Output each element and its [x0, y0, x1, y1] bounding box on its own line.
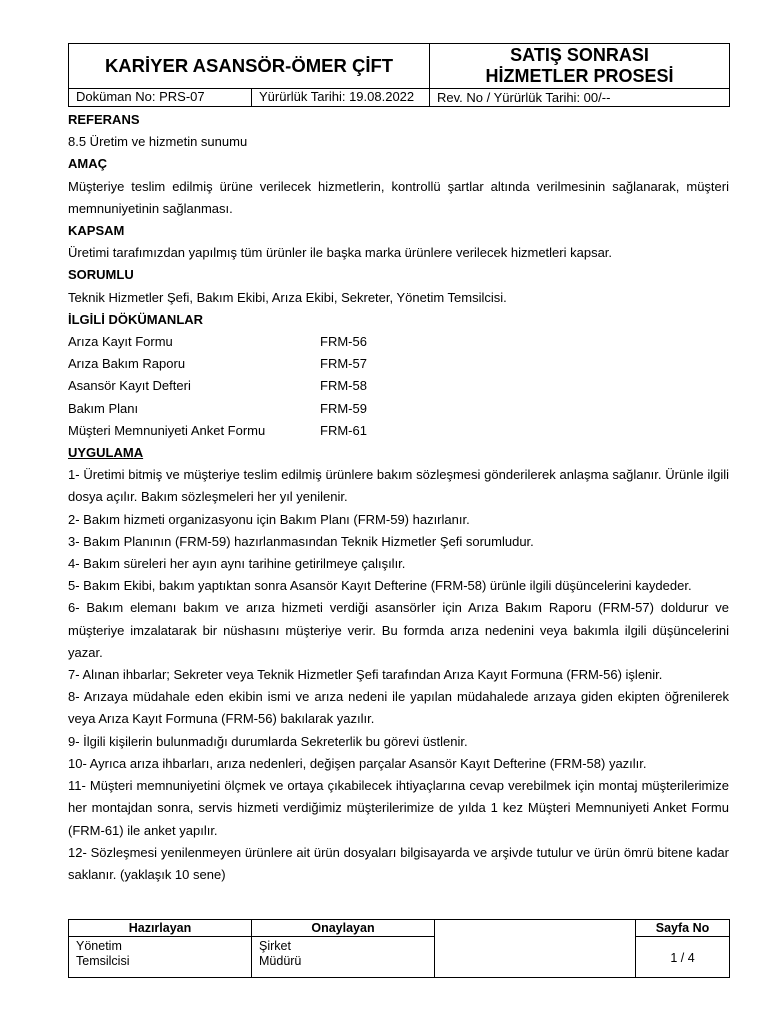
- approved-label: Onaylayan: [252, 920, 435, 937]
- meta-left: [69, 89, 430, 107]
- approved-by-line1: Şirket: [259, 939, 291, 953]
- effective-date: Yürürlük Tarihi: 19.08.2022: [259, 89, 415, 104]
- procedure-item-7: 7- Alınan ihbarlar; Sekreter veya Teknik Hizmetler Şefi tarafından Arıza Kayıt Formuna (FRM-56) işlenir.: [68, 667, 663, 683]
- approved-by-line2: Müdürü: [259, 954, 302, 968]
- document-body: [68, 109, 729, 886]
- prepared-label: Hazırlayan: [69, 920, 252, 937]
- procedure-item-6: 6- Bakım elemanı bakım ve arıza hizmeti verdiği asansörler için Arıza Bakım Raporu (FRM-57) doldurur ve müşteriye imzalatarak bir nüshasını müşteriye verir. Bu formda arıza nedenini veya bakımla ilgili düşüncelerini yazar.: [68, 600, 729, 660]
- procedure-item-9: 9- İlgili kişilerin bulunmadığı durumlarda Sekreterlik bu görevi üstlenir.: [68, 733, 468, 749]
- doc-code: FRM-56: [320, 334, 367, 350]
- sorumlu-text: Teknik Hizmetler Şefi, Bakım Ekibi, Arıza Ekibi, Sekreter, Yönetim Temsilcisi.: [68, 289, 507, 305]
- procedure-item-10: 10- Ayrıca arıza ihbarları, arıza nedenleri, değişen parçalar Asansör Kayıt Defterine (FRM-58) yazılır.: [68, 755, 647, 771]
- list-item: [68, 331, 729, 353]
- doc-name: Arıza Bakım Raporu: [68, 356, 186, 372]
- amac-text: Müşteriye teslim edilmiş ürüne verilecek hizmetlerin, kontrollü şartlar altında verilmesinin sağlanarak, müşteri memnuniyetinin sağlanması.: [68, 178, 729, 216]
- doc-name: Bakım Planı: [68, 400, 139, 416]
- procedure-item-1: 1- Üretimi bitmiş ve müşteriye teslim edilmiş ürünlere bakım sözleşmesi gönderilerek anlaşma sağlanır. Ürünle ilgili dosya açılır. Bakım sözleşmeleri her yıl yenilenir.: [68, 467, 729, 505]
- doc-name: Arıza Kayıt Formu: [68, 334, 173, 350]
- approval-footer: [68, 919, 730, 978]
- doc-number: Doküman No: PRS-07: [69, 89, 252, 106]
- list-item: [68, 353, 729, 375]
- list-item: [68, 375, 729, 397]
- signature-blank: [435, 920, 636, 978]
- procedure-item-12: 12- Sözleşmesi yenilenmeyen ürünlere ait ürün dosyaları bilgisayarda ve arşivde tutulur ve ürün ömrü bitene kadar saklanır. (yaklaşık 10 sene): [68, 844, 729, 882]
- procedure-item-2: 2- Bakım hizmeti organizasyonu için Bakım Planı (FRM-59) hazırlanır.: [68, 511, 470, 527]
- docs-title: İLGİLİ DÖKÜMANLAR: [68, 311, 204, 327]
- procedure-item-5: 5- Bakım Ekibi, bakım yaptıktan sonra Asansör Kayıt Defterine (FRM-58) ürünle ilgili düşüncelerini kaydeder.: [68, 578, 692, 594]
- prepared-by-line2: Temsilcisi: [76, 954, 130, 968]
- process-title-line2: HİZMETLER PROSESİ: [485, 66, 674, 86]
- doc-name: Asansör Kayıt Defteri: [68, 378, 191, 394]
- process-title: [430, 44, 730, 89]
- procedure-item-11: 11- Müşteri memnuniyetini ölçmek ve ortaya çıkabilecek ihtiyaçlarına cevap verebilmek için montaj müşterilerimize her montajdan sonra, servis hizmeti verdiğimiz müşterilerimize de yılda 1 kez Müşteri Memnuniyeti Anket Formu (FRM-61) ile anket yapılır.: [68, 778, 729, 838]
- procedure-item-3: 3- Bakım Planının (FRM-59) hazırlanmasından Teknik Hizmetler Şefi sorumludur.: [68, 533, 534, 549]
- prepared-by: [69, 937, 252, 978]
- sorumlu-title: SORUMLU: [68, 267, 134, 283]
- page-number: 1 / 4: [636, 937, 730, 978]
- referans-text: 8.5 Üretim ve hizmetin sunumu: [68, 134, 248, 150]
- doc-code: FRM-57: [320, 356, 367, 372]
- document-header: [68, 43, 730, 107]
- doc-name: Müşteri Memnuniyeti Anket Formu: [68, 422, 266, 438]
- uygulama-title: UYGULAMA: [68, 445, 144, 461]
- kapsam-title: KAPSAM: [68, 223, 125, 239]
- doc-code: FRM-59: [320, 400, 367, 416]
- prepared-by-line1: Yönetim: [76, 939, 122, 953]
- doc-code: FRM-58: [320, 378, 367, 394]
- docs-list: [68, 331, 729, 442]
- company-name: KARİYER ASANSÖR-ÖMER ÇİFT: [69, 44, 430, 89]
- amac-title: AMAÇ: [68, 156, 107, 172]
- list-item: [68, 398, 729, 420]
- kapsam-text: Üretimi tarafımızdan yapılmış tüm ürünler ile başka marka ürünlere verilecek hizmetleri kapsar.: [68, 245, 613, 261]
- process-title-line1: SATIŞ SONRASI: [510, 45, 649, 65]
- page-label: Sayfa No: [636, 920, 730, 937]
- list-item: [68, 420, 729, 442]
- referans-title: REFERANS: [68, 112, 140, 127]
- procedure-item-8: 8- Arızaya müdahale eden ekibin ismi ve arıza nedeni ile yapılan müdahalede arızaya giden ekipten öğrenilerek veya Arıza Kayıt Formuna (FRM-56) bakılarak yazılır.: [68, 689, 729, 727]
- doc-code: FRM-61: [320, 422, 367, 438]
- approved-by: [252, 937, 435, 978]
- procedure-item-4: 4- Bakım süreleri her ayın aynı tarihine getirilmeye çalışılır.: [68, 556, 406, 572]
- revision-info: Rev. No / Yürürlük Tarihi: 00/--: [430, 89, 730, 107]
